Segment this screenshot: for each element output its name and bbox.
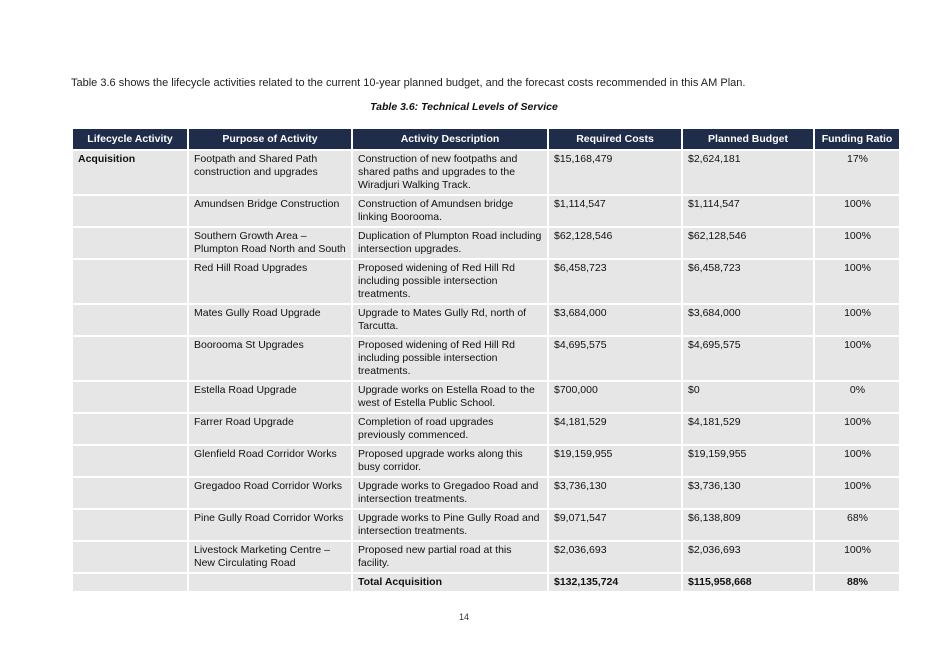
lifecycle-cell	[73, 446, 187, 476]
table-row	[73, 382, 899, 412]
funding-ratio-cell: 100%	[815, 478, 899, 508]
planned-budget-cell: $0	[683, 382, 813, 412]
description-cell: Proposed widening of Red Hill Rd including possible intersection treatments.	[353, 337, 547, 380]
funding-ratio-cell: 100%	[815, 196, 899, 226]
header-cell: Funding Ratio	[815, 129, 899, 149]
funding-ratio-cell: 17%	[815, 151, 899, 194]
description-cell: Upgrade to Mates Gully Rd, north of Tarcutta.	[353, 305, 547, 335]
lifecycle-cell	[73, 260, 187, 303]
levels-of-service-table	[71, 127, 901, 593]
planned-budget-cell: $1,114,547	[683, 196, 813, 226]
purpose-cell: Estella Road Upgrade	[189, 382, 351, 412]
description-cell: Upgrade works to Gregadoo Road and intersection treatments.	[353, 478, 547, 508]
table-body	[73, 151, 899, 591]
required-costs-cell: $3,684,000	[549, 305, 681, 335]
description-cell: Proposed upgrade works along this busy corridor.	[353, 446, 547, 476]
table-header	[73, 129, 899, 149]
funding-ratio-cell: 100%	[815, 337, 899, 380]
required-costs-cell: $4,181,529	[549, 414, 681, 444]
purpose-cell: Boorooma St Upgrades	[189, 337, 351, 380]
planned-budget-cell: $6,138,809	[683, 510, 813, 540]
table-caption: Table 3.6: Technical Levels of Service	[370, 101, 558, 113]
table-row	[73, 260, 899, 303]
total-funding-ratio-cell: 88%	[815, 574, 899, 591]
table-row	[73, 305, 899, 335]
description-cell: Duplication of Plumpton Road including intersection upgrades.	[353, 228, 547, 258]
description-cell: Proposed widening of Red Hill Rd including possible intersection treatments.	[353, 260, 547, 303]
planned-budget-cell: $19,159,955	[683, 446, 813, 476]
lifecycle-cell	[73, 196, 187, 226]
funding-ratio-cell: 100%	[815, 446, 899, 476]
planned-budget-cell: $2,036,693	[683, 542, 813, 572]
header-cell: Purpose of Activity	[189, 129, 351, 149]
page-number: 14	[458, 612, 469, 622]
table-row	[73, 542, 899, 572]
planned-budget-cell: $3,684,000	[683, 305, 813, 335]
required-costs-cell: $1,114,547	[549, 196, 681, 226]
required-costs-cell: $9,071,547	[549, 510, 681, 540]
table-row	[73, 478, 899, 508]
table-row	[73, 228, 899, 258]
lifecycle-cell	[73, 414, 187, 444]
lifecycle-cell	[73, 228, 187, 258]
purpose-cell: Pine Gully Road Corridor Works	[189, 510, 351, 540]
lifecycle-cell: Acquisition	[73, 151, 187, 194]
planned-budget-cell: $4,695,575	[683, 337, 813, 380]
lifecycle-cell	[73, 510, 187, 540]
required-costs-cell: $700,000	[549, 382, 681, 412]
total-lifecycle-cell	[73, 574, 187, 591]
funding-ratio-cell: 0%	[815, 382, 899, 412]
lifecycle-cell	[73, 478, 187, 508]
header-row	[73, 129, 899, 149]
purpose-cell: Mates Gully Road Upgrade	[189, 305, 351, 335]
funding-ratio-cell: 100%	[815, 414, 899, 444]
planned-budget-cell: $3,736,130	[683, 478, 813, 508]
header-cell: Lifecycle Activity	[73, 129, 187, 149]
purpose-cell: Footpath and Shared Path construction and upgrades	[189, 151, 351, 194]
description-cell: Completion of road upgrades previously commenced.	[353, 414, 547, 444]
description-cell: Construction of new footpaths and shared paths and upgrades to the Wiradjuri Walking Track.	[353, 151, 547, 194]
description-cell: Upgrade works on Estella Road to the west of Estella Public School.	[353, 382, 547, 412]
table-row	[73, 446, 899, 476]
purpose-cell: Amundsen Bridge Construction	[189, 196, 351, 226]
description-cell: Upgrade works to Pine Gully Road and intersection treatments.	[353, 510, 547, 540]
planned-budget-cell: $62,128,546	[683, 228, 813, 258]
total-planned-budget-cell: $115,958,668	[683, 574, 813, 591]
table-row	[73, 337, 899, 380]
header-cell: Planned Budget	[683, 129, 813, 149]
header-cell: Activity Description	[353, 129, 547, 149]
intro-paragraph: Table 3.6 shows the lifecycle activities related to the current 10-year planned budget, and the forecast costs recommended in this AM Plan.	[71, 77, 746, 89]
required-costs-cell: $6,458,723	[549, 260, 681, 303]
required-costs-cell: $2,036,693	[549, 542, 681, 572]
planned-budget-cell: $2,624,181	[683, 151, 813, 194]
purpose-cell: Farrer Road Upgrade	[189, 414, 351, 444]
funding-ratio-cell: 68%	[815, 510, 899, 540]
total-row	[73, 574, 899, 591]
planned-budget-cell: $6,458,723	[683, 260, 813, 303]
purpose-cell: Red Hill Road Upgrades	[189, 260, 351, 303]
table-row	[73, 414, 899, 444]
planned-budget-cell: $4,181,529	[683, 414, 813, 444]
lifecycle-cell	[73, 305, 187, 335]
funding-ratio-cell: 100%	[815, 542, 899, 572]
table-row	[73, 151, 899, 194]
table-row	[73, 510, 899, 540]
lifecycle-cell	[73, 382, 187, 412]
required-costs-cell: $19,159,955	[549, 446, 681, 476]
required-costs-cell: $15,168,479	[549, 151, 681, 194]
purpose-cell: Glenfield Road Corridor Works	[189, 446, 351, 476]
required-costs-cell: $3,736,130	[549, 478, 681, 508]
table-row	[73, 196, 899, 226]
funding-ratio-cell: 100%	[815, 305, 899, 335]
required-costs-cell: $62,128,546	[549, 228, 681, 258]
funding-ratio-cell: 100%	[815, 260, 899, 303]
required-costs-cell: $4,695,575	[549, 337, 681, 380]
purpose-cell: Gregadoo Road Corridor Works	[189, 478, 351, 508]
lifecycle-cell	[73, 337, 187, 380]
funding-ratio-cell: 100%	[815, 228, 899, 258]
description-cell: Construction of Amundsen bridge linking Boorooma.	[353, 196, 547, 226]
purpose-cell: Southern Growth Area – Plumpton Road North and South	[189, 228, 351, 258]
lifecycle-cell	[73, 542, 187, 572]
purpose-cell: Livestock Marketing Centre – New Circulating Road	[189, 542, 351, 572]
total-required-costs-cell: $132,135,724	[549, 574, 681, 591]
description-cell: Proposed new partial road at this facility.	[353, 542, 547, 572]
total-purpose-cell	[189, 574, 351, 591]
total-label-cell: Total Acquisition	[353, 574, 547, 591]
header-cell: Required Costs	[549, 129, 681, 149]
